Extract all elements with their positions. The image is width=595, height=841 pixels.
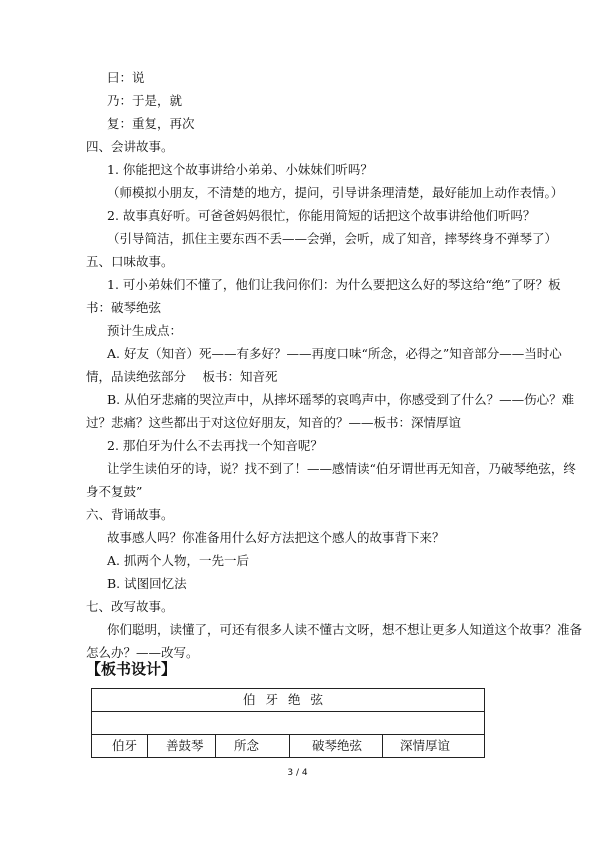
board-title: 伯牙绝弦 xyxy=(92,689,484,712)
text-line: A. 抓两个人物，一先一后 xyxy=(107,553,249,568)
board-cell: 伯牙 xyxy=(112,738,138,753)
board-divider xyxy=(382,735,383,758)
text-line: 2. 故事真好听。可爸爸妈妈很忙，你能用简短的话把这个故事讲给他们听吗？ xyxy=(107,208,536,223)
board-divider xyxy=(147,735,148,758)
text-line: 过？悲痛？这些都出于对这位好朋友，知音的？——板书：深情厚谊 xyxy=(86,415,462,430)
text-line: （师模拟小朋友，不清楚的地方，提问，引导讲条理清楚，最好能加上动作表情。） xyxy=(107,185,564,200)
text-line: B. 从伯牙悲痛的哭泣声中，从摔坏瑶琴的哀鸣声中，你感受到了什么？——伤心？难 xyxy=(107,392,575,407)
board-cell: 善鼓琴 xyxy=(166,738,204,753)
section-heading: 六、背诵故事。 xyxy=(86,507,174,522)
board-divider xyxy=(215,735,216,758)
board-empty-row xyxy=(92,712,484,735)
board-cell: 深情厚谊 xyxy=(400,738,451,753)
text-line: 怎么办？——改写。 xyxy=(86,645,199,660)
text-line: 1. 可小弟妹们不懂了，他们让我问你们：为什么要把这么好的琴这给“绝”了呀？板 xyxy=(107,277,561,292)
board-cell: 所念 xyxy=(234,738,260,753)
text-line: 曰：说 xyxy=(107,70,145,85)
text-line: A. 好友（知音）死——有多好？——再度口味“所念，必得之”知音部分——当时心 xyxy=(107,346,562,361)
board-cells-row xyxy=(92,735,484,758)
section-heading: 四、会讲故事。 xyxy=(86,139,174,154)
text-line: 让学生读伯牙的诗，说？找不到了！——感情读“伯牙谓世再无知音，乃破琴绝弦，终 xyxy=(107,461,576,476)
text-line: 预计生成点： xyxy=(107,323,183,338)
board-cell: 破琴绝弦 xyxy=(312,738,363,753)
text-line: B. 试图回忆法 xyxy=(107,576,187,591)
text-line: 2. 那伯牙为什么不去再找一个知音呢？ xyxy=(107,438,323,453)
board-divider xyxy=(289,735,290,758)
text-line: 复：重复，再次 xyxy=(107,116,195,131)
text-line: 1. 你能把这个故事讲给小弟弟、小妹妹们听吗？ xyxy=(107,162,373,177)
text-line: 你们聪明，读懂了，可还有很多人读不懂古文呀，想不想让更多人知道这个故事？准备 xyxy=(107,622,583,637)
text-line: 书：破琴绝弦 xyxy=(86,300,162,315)
text-line: 故事感人吗？你准备用什么好方法把这个感人的故事背下来？ xyxy=(107,530,445,545)
page-number: 3 / 4 xyxy=(287,768,308,778)
text-line: 身不复鼓” xyxy=(86,484,143,499)
board-design-heading: 【板书设计】 xyxy=(86,660,177,678)
text-line: 情，品读绝弦部分 板书：知音死 xyxy=(86,369,278,384)
text-line: 乃：于是，就 xyxy=(107,93,183,108)
board-design-table xyxy=(91,688,485,758)
section-heading: 七、改写故事。 xyxy=(86,599,174,614)
text-line: （引导简洁，抓住主要东西不丢——会弹，会听，成了知音，摔琴终身不弹琴了） xyxy=(107,231,558,246)
section-heading: 五、口味故事。 xyxy=(86,254,174,269)
